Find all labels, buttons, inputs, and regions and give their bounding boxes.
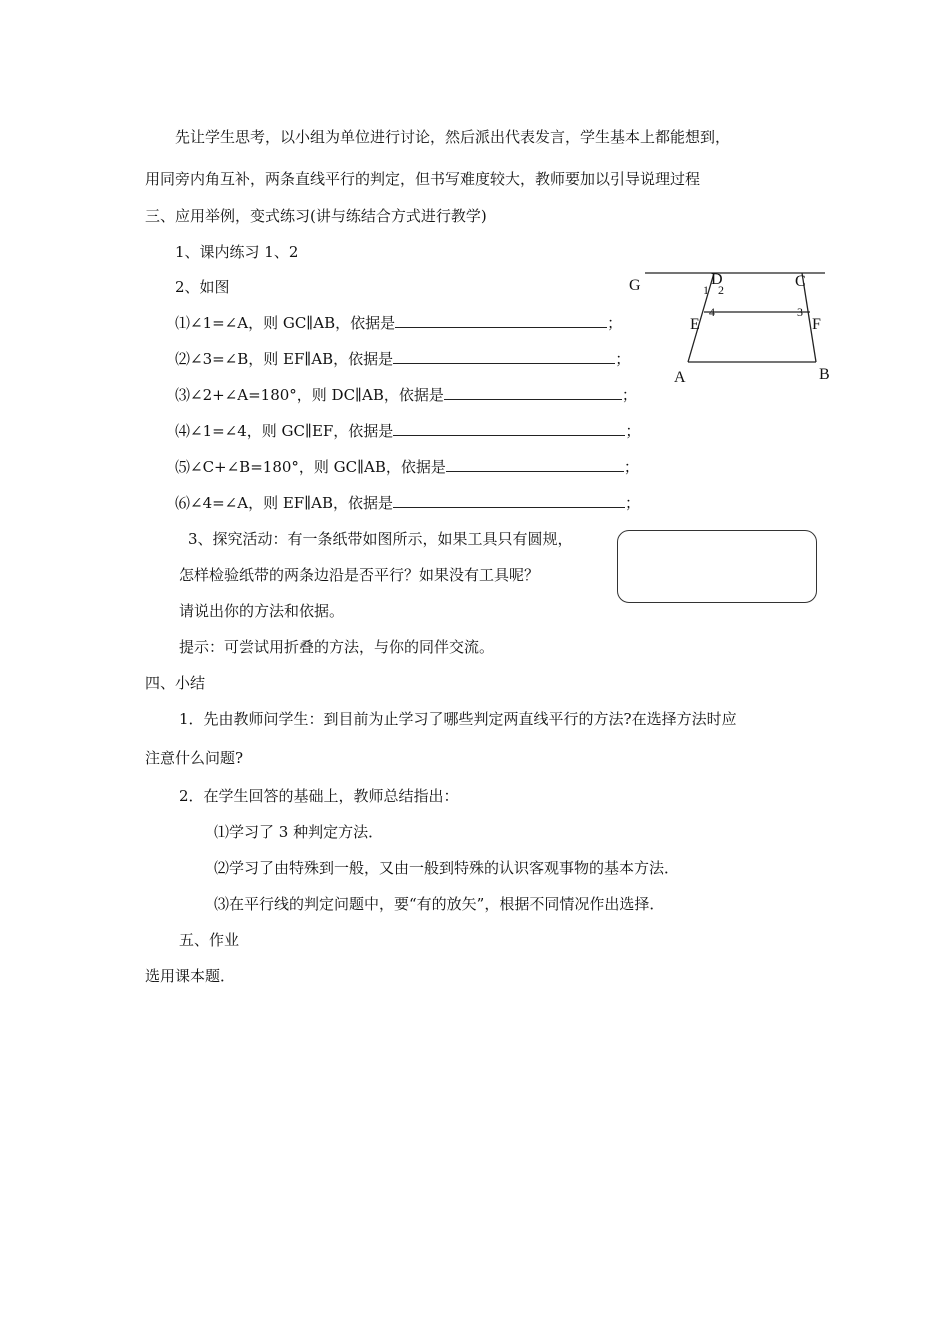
question-text: ⑷∠1=∠4，则 GC∥EF，依据是: [175, 422, 394, 440]
question-text: ⑸∠C+∠B=180°，则 GC∥AB，依据是: [175, 458, 446, 476]
label-angle-4: 4: [709, 305, 715, 319]
question-4: [175, 421, 640, 441]
summary-sub-3: ⑶在平行线的判定问题中，要“有的放矢”，根据不同情况作出选择．: [214, 895, 665, 913]
question-2: [175, 349, 630, 369]
section-4-heading: 四、小结: [145, 674, 206, 692]
answer-blank[interactable]: [446, 457, 624, 472]
homework-text: 选用课本题．: [145, 967, 236, 985]
section-3-heading: 三、应用举例，变式练习(讲与练结合方式进行教学): [145, 207, 487, 225]
question-end: ；: [621, 386, 637, 404]
answer-blank[interactable]: [444, 385, 622, 400]
label-b: B: [819, 366, 830, 383]
label-angle-1: 1: [703, 283, 709, 297]
exercise-item-3-line-2: 怎样检验纸带的两条边沿是否平行？如果没有工具呢？: [179, 566, 540, 584]
summary-sub-2: ⑵学习了由特殊到一般，又由一般到特殊的认识客观事物的基本方法．: [214, 859, 680, 877]
label-angle-2: 2: [718, 283, 724, 297]
question-end: ；: [625, 494, 641, 512]
label-g: G: [629, 277, 641, 294]
question-text: ⑶∠2+∠A=180°，则 DC∥AB，依据是: [175, 386, 444, 404]
label-a: A: [674, 369, 686, 386]
answer-blank[interactable]: [393, 421, 625, 436]
question-6: [175, 493, 640, 513]
hint-text: 提示：可尝试用折叠的方法，与你的同伴交流。: [179, 638, 495, 656]
question-end: ；: [615, 350, 631, 368]
question-3: [175, 385, 637, 405]
answer-blank[interactable]: [393, 493, 625, 508]
question-end: ；: [623, 458, 639, 476]
summary-sub-1: ⑴学习了 3 种判定方法．: [214, 823, 384, 841]
question-end: ；: [625, 422, 641, 440]
question-1: [175, 313, 622, 333]
answer-blank[interactable]: [395, 313, 607, 328]
answer-blank[interactable]: [393, 349, 615, 364]
question-text: ⑹∠4=∠A，则 EF∥AB，依据是: [175, 494, 393, 512]
intro-line-1: 先让学生思考，以小组为单位进行讨论，然后派出代表发言，学生基本上都能想到，: [175, 128, 731, 146]
label-f: F: [812, 316, 821, 333]
label-d: D: [711, 271, 723, 288]
question-text: ⑵∠3=∠B，则 EF∥AB，依据是: [175, 350, 394, 368]
summary-p2: 2．在学生回答的基础上，教师总结指出：: [179, 787, 459, 805]
summary-p1-line-2: 注意什么问题?: [145, 749, 244, 767]
paper-strip-figure: [617, 530, 817, 603]
exercise-item-2: 2、如图: [175, 278, 230, 296]
summary-p1-line-1: 1．先由教师问学生：到目前为止学习了哪些判定两直线平行的方法?在选择方法时应: [179, 710, 737, 728]
trapezoid-figure: [620, 265, 840, 390]
label-e: E: [690, 316, 700, 333]
question-end: ；: [607, 314, 623, 332]
exercise-item-1: 1、课内练习 1、2: [175, 243, 299, 261]
exercise-item-3-line-1: 3、探究活动：有一条纸带如图所示，如果工具只有圆规，: [188, 530, 573, 548]
label-angle-3: 3: [797, 305, 803, 319]
question-text: ⑴∠1=∠A，则 GC∥AB，依据是: [175, 314, 396, 332]
exercise-item-3-line-3: 请说出你的方法和依据。: [179, 602, 345, 620]
question-5: [175, 457, 639, 477]
intro-line-2: 用同旁内角互补，两条直线平行的判定，但书写难度较大，教师要加以引导说理过程: [145, 170, 701, 188]
label-c: C: [795, 273, 806, 290]
section-5-heading: 五、作业: [179, 931, 240, 949]
